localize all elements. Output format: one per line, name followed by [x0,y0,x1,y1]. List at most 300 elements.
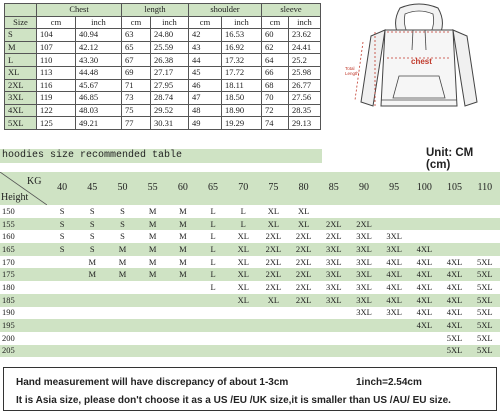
column-group-header: Chest [37,4,122,17]
measurement-cell: 45 [189,66,222,79]
recommended-size-cell: 2XL [258,268,288,281]
unit-header: inch [151,16,189,29]
recommended-size-cell [439,205,469,218]
recommended-size-cell [439,218,469,231]
size-name: XL [5,66,37,79]
size-chart-row [5,104,321,117]
total-length-label-1: Total [345,66,355,71]
recommended-size-cell: 3XL [349,307,379,320]
kg-label: KG [27,176,42,187]
measurement-cell: 71 [122,79,151,92]
recommended-size-cell [349,332,379,345]
measurement-cell: 73 [122,92,151,105]
recommended-size-cell: 3XL [319,294,349,307]
recommended-size-cell [470,218,500,231]
weight-header-cell: 55 [138,172,168,205]
recommended-size-cell [258,332,288,345]
recommended-size-cell [77,294,107,307]
recommended-size-cell: XL [258,294,288,307]
recommended-size-cell [319,307,349,320]
height-row [0,294,500,307]
recommended-size-cell [349,319,379,332]
recommended-size-cell: M [138,243,168,256]
weight-header-cell: 75 [258,172,288,205]
measurement-cell: 63 [122,29,151,42]
measurement-cell: 45.67 [76,79,122,92]
height-row [0,319,500,332]
recommended-size-cell [198,319,228,332]
recommended-size-cell [228,307,258,320]
recommended-size-cell: S [77,243,107,256]
recommended-size-cell [258,307,288,320]
recommended-size-cell: S [107,230,137,243]
weight-header-cell: 65 [198,172,228,205]
recommended-size-cell: 4XL [439,256,469,269]
measurement-cell: 29.13 [289,117,321,130]
height-label: Height [1,192,29,203]
measurement-cell: 122 [37,104,76,117]
weight-header-cell: 70 [228,172,258,205]
recommended-size-cell [47,256,77,269]
measurement-cell: 25.59 [151,41,189,54]
weight-header-cell: 50 [107,172,137,205]
measurement-cell: 43.30 [76,54,122,67]
recommended-size-cell: L [228,205,258,218]
height-cell: 200 [0,332,47,345]
height-cell: 155 [0,218,47,231]
height-cell: 160 [0,230,47,243]
measurement-cell: 28.74 [151,92,189,105]
recommended-size-cell: 5XL [470,319,500,332]
size-chart-row [5,117,321,130]
measurement-cell: 26.38 [151,54,189,67]
measurement-cell: 74 [262,117,289,130]
measurement-cell: 77 [122,117,151,130]
measurement-cell: 49.21 [76,117,122,130]
recommended-size-cell: 3XL [349,281,379,294]
measurement-cell: 16.92 [222,41,262,54]
recommended-size-cell [47,345,77,358]
recommended-size-cell: 4XL [409,256,439,269]
notes-box [3,367,497,411]
measurement-cell: 116 [37,79,76,92]
size-chart-table [4,3,321,130]
recommended-size-cell [198,332,228,345]
measurement-cell: 75 [122,104,151,117]
recommended-size-cell [107,307,137,320]
recommended-size-cell: XL [258,218,288,231]
recommended-size-cell: M [77,256,107,269]
recommended-size-cell: S [47,205,77,218]
recommended-size-cell: M [138,268,168,281]
recommended-size-cell [289,319,319,332]
recommended-size-cell [439,230,469,243]
recommended-size-cell: 3XL [379,243,409,256]
recommended-size-cell: S [77,218,107,231]
recommended-size-cell [107,332,137,345]
recommended-size-cell [138,294,168,307]
weight-header-cell: 110 [470,172,500,205]
recommended-size-cell: L [198,268,228,281]
height-cell: 195 [0,319,47,332]
unit-header: cm [37,16,76,29]
recommended-size-cell [258,345,288,358]
size-chart-row [5,92,321,105]
recommended-size-cell: 2XL [289,256,319,269]
weight-header-cell: 60 [168,172,198,205]
recommended-size-cell [138,345,168,358]
unit-header: cm [122,16,151,29]
recommended-size-cell [379,218,409,231]
measurement-cell: 65 [122,41,151,54]
column-group-header: length [122,4,189,17]
recommended-size-cell [409,345,439,358]
column-group-header: shoulder [189,4,262,17]
height-row [0,332,500,345]
recommended-size-cell [289,307,319,320]
height-row [0,268,500,281]
measurement-cell: 44.48 [76,66,122,79]
weight-header-cell: 105 [439,172,469,205]
recommended-size-cell [379,319,409,332]
recommended-size-cell [319,205,349,218]
recommended-size-cell: 3XL [349,230,379,243]
recommended-size-cell: 3XL [319,281,349,294]
measurement-cell: 47 [189,92,222,105]
weight-header-cell: 95 [379,172,409,205]
measurement-note: Hand measurement will have discrepancy of about 1-3cm [16,377,289,388]
recommended-size-cell [349,205,379,218]
recommended-size-cell: S [107,218,137,231]
recommended-size-cell: XL [228,281,258,294]
recommended-size-table [0,172,500,357]
weight-header-cell: 80 [289,172,319,205]
recommended-size-cell: 4XL [409,268,439,281]
measurement-cell: 48.03 [76,104,122,117]
recommended-size-cell [470,230,500,243]
unit-header: Size [5,16,37,29]
kg-height-corner [0,172,47,205]
weight-header-row [0,172,500,205]
recommended-size-cell [409,218,439,231]
recommended-size-cell [198,307,228,320]
recommended-size-cell: 5XL [470,307,500,320]
recommended-size-cell: 3XL [379,230,409,243]
size-chart-row [5,66,321,79]
measurement-cell: 70 [262,92,289,105]
recommended-size-cell [107,281,137,294]
recommended-size-cell: 4XL [379,294,409,307]
unit-header: inch [289,16,321,29]
height-row [0,218,500,231]
unit-header: inch [222,16,262,29]
recommended-size-cell: 5XL [470,294,500,307]
recommended-size-cell: M [138,230,168,243]
size-chart-row [5,79,321,92]
recommended-size-cell [289,332,319,345]
recommended-size-cell: L [198,281,228,294]
recommended-size-cell: 4XL [439,268,469,281]
measurement-cell: 125 [37,117,76,130]
recommended-size-cell [168,345,198,358]
asia-size-note: It is Asia size, please don't choose it as a US /EU /UK size,it is smaller than US /AU/ EU size. [16,395,451,406]
recommended-size-cell: 4XL [379,281,409,294]
measurement-cell: 27.95 [151,79,189,92]
height-row [0,256,500,269]
size-name: L [5,54,37,67]
height-row [0,281,500,294]
recommended-size-cell [198,345,228,358]
recommended-size-cell: 5XL [470,268,500,281]
height-cell: 185 [0,294,47,307]
measurement-cell: 25.2 [289,54,321,67]
recommended-size-cell: 2XL [289,281,319,294]
measurement-cell: 64 [262,54,289,67]
recommended-size-cell: M [138,218,168,231]
measurement-cell: 19.29 [222,117,262,130]
size-name: 2XL [5,79,37,92]
recommended-size-cell: XL [228,268,258,281]
weight-header-cell: 90 [349,172,379,205]
recommended-size-cell [77,281,107,294]
recommended-size-cell: 2XL [258,281,288,294]
measurement-cell: 110 [37,54,76,67]
recommended-size-cell [439,243,469,256]
recommended-size-cell [409,332,439,345]
recommended-size-cell: 2XL [319,218,349,231]
recommended-size-cell [409,230,439,243]
recommended-size-cell: 2XL [289,243,319,256]
recommended-size-cell [168,281,198,294]
recommended-size-cell: M [107,256,137,269]
recommended-size-cell: M [168,256,198,269]
recommended-size-cell [470,205,500,218]
recommended-size-cell: 2XL [289,268,319,281]
height-cell: 170 [0,256,47,269]
recommended-size-cell: 5XL [470,345,500,358]
recommended-size-cell: 2XL [258,256,288,269]
height-row [0,307,500,320]
recommended-size-cell [289,345,319,358]
recommended-size-cell: 4XL [409,294,439,307]
recommended-size-cell [138,307,168,320]
recommended-size-cell [47,332,77,345]
measurement-cell: 43 [189,41,222,54]
recommended-size-cell [409,205,439,218]
recommended-size-cell: 3XL [319,268,349,281]
recommended-size-cell: 4XL [379,256,409,269]
recommended-size-cell: XL [228,230,258,243]
recommended-size-cell: S [77,230,107,243]
recommended-size-cell [77,307,107,320]
measurement-cell: 48 [189,104,222,117]
measurement-cell: 104 [37,29,76,42]
recommended-size-cell [47,319,77,332]
header-corner [5,4,37,17]
recommended-size-cell [77,332,107,345]
size-chart-subheader [5,16,321,29]
recommended-size-cell [198,294,228,307]
height-row [0,205,500,218]
size-name: 4XL [5,104,37,117]
measurement-cell: 42 [189,29,222,42]
measurement-cell: 18.90 [222,104,262,117]
recommended-size-cell [47,294,77,307]
recommended-size-cell: 4XL [439,307,469,320]
recommended-size-cell: M [138,256,168,269]
weight-header-cell: 45 [77,172,107,205]
size-name: 3XL [5,92,37,105]
recommended-size-cell [379,332,409,345]
height-cell: 205 [0,345,47,358]
unit-header: inch [76,16,122,29]
measurement-cell: 42.12 [76,41,122,54]
measurement-cell: 27.17 [151,66,189,79]
measurement-cell: 68 [262,79,289,92]
recommended-size-cell: S [77,205,107,218]
height-cell: 180 [0,281,47,294]
height-row [0,345,500,358]
weight-header-cell: 85 [319,172,349,205]
recommended-size-cell: 4XL [439,294,469,307]
weight-header-cell: 100 [409,172,439,205]
measurement-cell: 25.98 [289,66,321,79]
recommended-size-cell: 4XL [439,319,469,332]
recommended-size-cell: 5XL [470,281,500,294]
height-cell: 150 [0,205,47,218]
height-cell: 165 [0,243,47,256]
measurement-cell: 17.32 [222,54,262,67]
recommended-size-cell: 2XL [349,218,379,231]
recommended-size-cell: M [168,218,198,231]
recommended-table-title: hoodies size recommended table [0,149,322,163]
total-length-label-2: Length [345,71,359,76]
recommended-size-cell: XL [228,243,258,256]
weight-header-cell: 40 [47,172,77,205]
recommended-size-cell: M [107,243,137,256]
recommended-size-cell: M [138,205,168,218]
recommended-size-cell: L [198,218,228,231]
measurement-cell: 29.52 [151,104,189,117]
recommended-size-cell: 5XL [470,256,500,269]
measurement-cell: 66 [262,66,289,79]
recommended-size-cell [168,307,198,320]
recommended-size-cell: M [77,268,107,281]
recommended-size-cell [228,332,258,345]
recommended-size-cell: 4XL [439,281,469,294]
recommended-size-cell: 5XL [439,332,469,345]
recommended-size-cell: 5XL [439,345,469,358]
measurement-cell: 16.53 [222,29,262,42]
unit-header: cm [262,16,289,29]
recommended-size-cell: 4XL [379,268,409,281]
recommended-size-cell [47,281,77,294]
recommended-size-cell: 3XL [349,243,379,256]
size-name: S [5,29,37,42]
measurement-cell: 69 [122,66,151,79]
recommended-size-cell: 3XL [349,294,379,307]
recommended-size-cell [470,243,500,256]
recommended-size-cell: XL [289,205,319,218]
height-row [0,230,500,243]
recommended-size-cell: XL [258,205,288,218]
measurement-cell: 49 [189,117,222,130]
measurement-cell: 26.77 [289,79,321,92]
unit-header: cm [189,16,222,29]
measurement-cell: 67 [122,54,151,67]
recommended-size-cell: XL [228,294,258,307]
size-name: M [5,41,37,54]
recommended-size-cell [349,345,379,358]
recommended-size-cell: L [198,256,228,269]
size-chart-header [5,4,321,17]
recommended-size-cell: M [168,268,198,281]
recommended-size-cell: 4XL [409,243,439,256]
recommended-size-cell [47,307,77,320]
recommended-size-cell: S [47,230,77,243]
recommended-size-cell: 3XL [319,256,349,269]
recommended-size-cell [168,294,198,307]
recommended-size-cell: 4XL [409,281,439,294]
size-chart-row [5,41,321,54]
measurement-cell: 44 [189,54,222,67]
recommended-size-cell: 2XL [258,243,288,256]
recommended-size-cell: 2XL [289,230,319,243]
recommended-size-cell [47,268,77,281]
recommended-size-cell: L [198,243,228,256]
recommended-size-cell: S [107,205,137,218]
height-cell: 190 [0,307,47,320]
recommended-size-cell [168,332,198,345]
recommended-size-cell [107,345,137,358]
recommended-size-cell: XL [289,218,319,231]
measurement-cell: 18.11 [222,79,262,92]
measurement-cell: 30.31 [151,117,189,130]
recommended-size-cell: L [228,218,258,231]
recommended-size-cell: 2XL [258,230,288,243]
recommended-size-cell: 2XL [319,230,349,243]
recommended-size-cell: 2XL [289,294,319,307]
recommended-size-cell [138,281,168,294]
inch-conversion-note: 1inch=2.54cm [356,377,422,388]
column-group-header: sleeve [262,4,321,17]
measurement-cell: 72 [262,104,289,117]
recommended-size-cell [138,332,168,345]
recommended-size-cell: 3XL [349,256,379,269]
measurement-cell: 18.50 [222,92,262,105]
measurement-cell: 24.41 [289,41,321,54]
recommended-size-cell [379,205,409,218]
measurement-cell: 46 [189,79,222,92]
measurement-cell: 40.94 [76,29,122,42]
recommended-size-cell: 3XL [379,307,409,320]
recommended-size-cell: M [168,230,198,243]
recommended-size-cell: XL [228,256,258,269]
measurement-cell: 24.80 [151,29,189,42]
recommended-size-cell [319,345,349,358]
recommended-size-cell [319,332,349,345]
measurement-cell: 107 [37,41,76,54]
recommended-size-cell: L [198,230,228,243]
height-cell: 175 [0,268,47,281]
hoodie-illustration [345,2,493,114]
measurement-cell: 27.56 [289,92,321,105]
measurement-cell: 119 [37,92,76,105]
recommended-size-cell [77,345,107,358]
recommended-size-cell: 3XL [349,268,379,281]
chest-label: chest [411,57,432,66]
recommended-size-cell: M [107,268,137,281]
